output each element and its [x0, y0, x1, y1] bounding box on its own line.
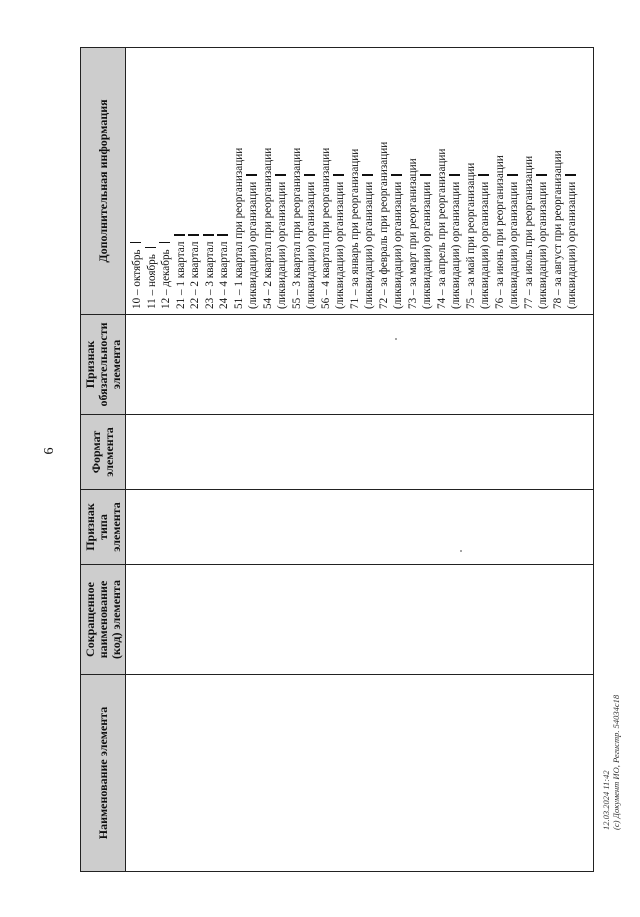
info-line-text: 22 – 2 квартал	[189, 241, 201, 309]
info-line	[304, 52, 319, 309]
margin-bar-mark	[246, 174, 257, 176]
info-line-text: 24 – 4 квартал	[218, 241, 230, 309]
info-line-text: 51 – 1 квартал при реорганизации	[232, 147, 245, 309]
margin-bar-mark	[174, 234, 185, 236]
info-line	[536, 52, 551, 309]
margin-bar-mark	[188, 234, 199, 236]
info-line	[145, 52, 160, 309]
cell-short-name	[126, 565, 594, 675]
info-line-text: (ликвидации) организации	[566, 181, 578, 309]
info-line	[261, 52, 276, 309]
info-line-text: 54 – 2 квартал при реорганизации	[261, 147, 274, 309]
margin-bar-mark	[203, 234, 214, 236]
info-line-text: (ликвидации) организации	[421, 181, 433, 309]
info-line	[522, 52, 537, 309]
margin-bar-mark	[159, 242, 170, 244]
info-line	[217, 52, 232, 309]
info-line-text: (ликвидации) организации	[276, 181, 288, 309]
info-line	[348, 52, 363, 309]
info-line-text: (ликвидации) организации	[363, 181, 375, 309]
info-line-text: (ликвидации) организации	[450, 181, 462, 309]
info-line	[232, 52, 247, 309]
elements-table	[80, 47, 594, 872]
info-line-text: 23 – 3 квартал	[203, 241, 216, 309]
info-line	[507, 52, 522, 309]
info-line-text: 76 – за июнь при реорганизации	[493, 155, 506, 309]
info-line-text: (ликвидации) организации	[305, 181, 317, 309]
scan-speck	[460, 550, 462, 552]
margin-bar-mark	[304, 174, 315, 176]
info-line-text: (ликвидации) организации	[479, 181, 491, 309]
info-line-text: 72 – за февраль при реорганизации	[377, 141, 390, 309]
header-type-sign: Признак типа элемента	[81, 490, 126, 565]
header-additional-info: Дополнительная информация	[81, 48, 126, 315]
cell-format	[126, 415, 594, 490]
info-line-text: (ликвидации) организации	[392, 181, 404, 309]
margin-bar-mark	[507, 174, 518, 176]
info-line	[290, 52, 305, 309]
info-line	[159, 52, 174, 309]
info-line	[420, 52, 435, 309]
info-line	[203, 52, 218, 309]
margin-bar-mark	[449, 174, 460, 176]
margin-bar-mark	[217, 234, 228, 236]
info-line	[551, 52, 566, 309]
margin-bar-mark	[391, 174, 402, 176]
info-line-text: (ликвидации) организации	[334, 181, 346, 309]
margin-bar-mark	[145, 247, 156, 249]
info-line	[319, 52, 334, 309]
footer-stamp	[601, 630, 621, 830]
info-line	[391, 52, 406, 309]
info-line-text: 56 – 4 квартал при реорганизации	[319, 147, 332, 309]
cell-element-name	[126, 675, 594, 872]
cell-type-sign	[126, 490, 594, 565]
info-line-text: (ликвидации) организации	[508, 181, 520, 309]
info-line	[406, 52, 421, 309]
cell-required-sign	[126, 315, 594, 415]
footer-copyright: (c) Документ ИО, Регистр. 54034c18	[611, 694, 621, 830]
header-format: Формат элемента	[81, 415, 126, 490]
info-line	[464, 52, 479, 309]
header-required-sign: Признак обязательности элемента	[81, 315, 126, 415]
info-line-text: 21 – 1 квартал	[174, 241, 187, 309]
info-line	[333, 52, 348, 309]
cell-additional-info	[126, 48, 594, 315]
info-line-text: 12 – декабрь	[160, 249, 172, 309]
rotated-table-container	[80, 48, 594, 872]
info-line	[188, 52, 203, 309]
info-line	[377, 52, 392, 309]
header-short-name: Сокращенное наименование (код) элемента	[81, 565, 126, 675]
table-header-row	[81, 48, 126, 872]
footer-date: 12.03.2024 11:42	[601, 770, 611, 830]
info-line-text: 78 – за август при реорганизации	[551, 150, 564, 309]
info-list	[130, 52, 580, 309]
info-line-text: 10 – октябрь	[131, 249, 143, 309]
page-number: 6	[42, 447, 57, 455]
info-line-text: 71 – за январь при реорганизации	[348, 148, 361, 309]
info-line-text: (ликвидации) организации	[537, 181, 549, 309]
info-line	[478, 52, 493, 309]
scan-speck	[395, 338, 397, 340]
info-line	[246, 52, 261, 309]
info-line-text: 55 – 3 квартал при реорганизации	[290, 147, 303, 309]
info-line-text: 75 – за май при реорганизации	[464, 162, 477, 309]
margin-bar-mark	[333, 174, 344, 176]
info-line-text: 77 – за июль при реорганизации	[522, 155, 535, 309]
margin-bar-mark	[362, 174, 373, 176]
table-row	[126, 48, 594, 872]
info-line	[493, 52, 508, 309]
info-line-text: 73 – за март при реорганизации	[406, 158, 419, 309]
info-line-text: 11 – ноябрь	[145, 254, 158, 309]
info-line	[435, 52, 450, 309]
info-line	[449, 52, 464, 309]
info-line	[174, 52, 189, 309]
info-line	[130, 52, 145, 309]
margin-bar-mark	[536, 174, 547, 176]
info-line	[275, 52, 290, 309]
margin-bar-mark	[478, 174, 489, 176]
info-line	[565, 52, 580, 309]
margin-bar-mark	[275, 174, 286, 176]
header-element-name: Наименование элемента	[81, 675, 126, 872]
info-line	[362, 52, 377, 309]
margin-bar-mark	[565, 174, 576, 176]
margin-bar-mark	[130, 242, 141, 244]
margin-bar-mark	[420, 174, 431, 176]
info-line-text: 74 – за апрель при реорганизации	[435, 148, 448, 309]
info-line-text: (ликвидации) организации	[247, 181, 259, 309]
